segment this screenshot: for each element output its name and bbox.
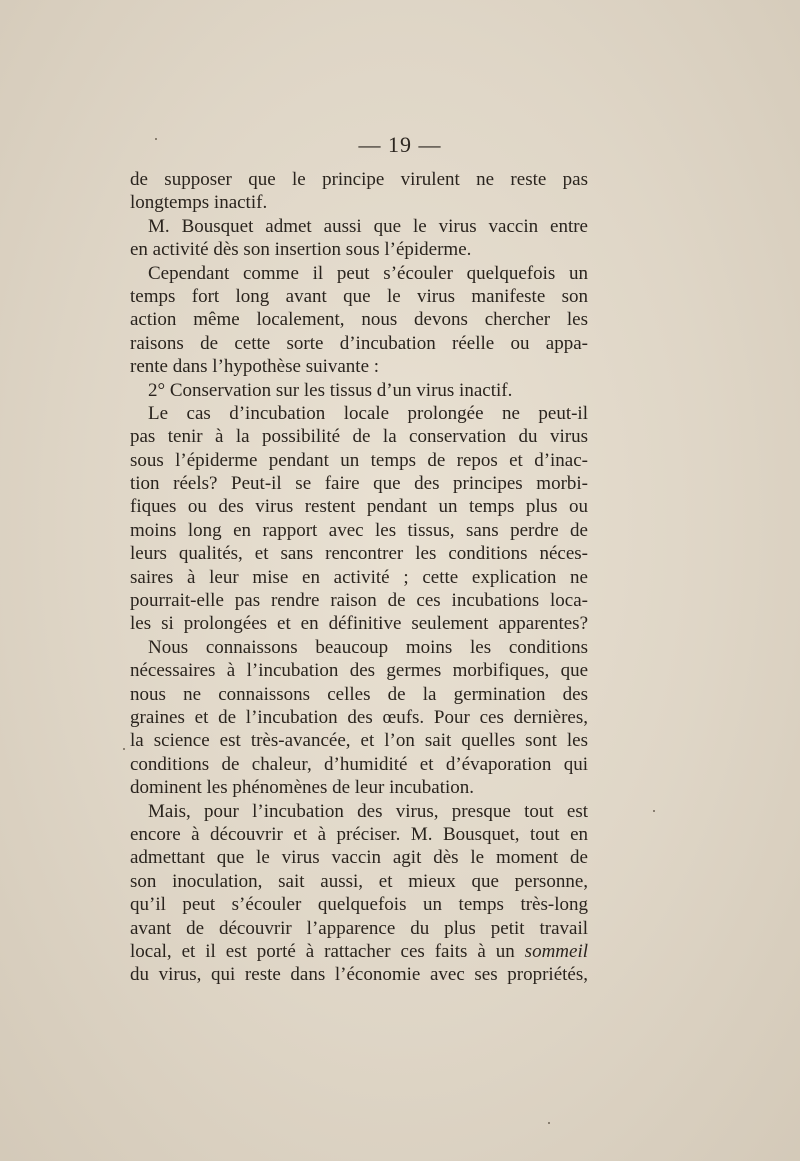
text-line-content: raisons de cette sorte d’incubation réelle ou appa- xyxy=(130,332,588,354)
paper-speck xyxy=(123,748,125,750)
page-number: — 19 — xyxy=(358,132,442,157)
text-line xyxy=(130,636,588,659)
text-line xyxy=(130,566,588,589)
text-line-content: son inoculation, sait aussi, et mieux que personne, xyxy=(130,870,588,892)
text-line-content: sous l’épiderme pendant un temps de repos et d’inac- xyxy=(130,449,588,471)
text-line-content: leurs qualités, et sans rencontrer les conditions néces- xyxy=(130,543,588,565)
text-line-content: Mais, pour l’incubation des virus, presque tout est xyxy=(148,800,588,822)
text-line xyxy=(130,332,588,355)
text-line-content: longtemps inactif. xyxy=(130,192,268,214)
text-line-content: qu’il peut s’écouler quelquefois un temps très-long xyxy=(130,894,588,916)
text-line-content: admettant que le virus vaccin agit dès le moment de xyxy=(130,847,588,869)
italic-word: sommeil xyxy=(524,940,588,962)
text-line-content: pourrait-elle pas rendre raison de ces incubations loca- xyxy=(130,590,588,612)
text-line xyxy=(130,753,588,776)
text-line xyxy=(130,776,588,799)
text-line-content: encore à découvrir et à préciser. M. Bousquet, tout en xyxy=(130,823,588,845)
body-text xyxy=(130,168,588,987)
text-line-content: tion réels? Peut-il se faire que des principes morbi- xyxy=(130,473,588,495)
text-line xyxy=(130,893,588,916)
text-line xyxy=(130,379,588,402)
text-line xyxy=(130,542,588,565)
text-line-content: nous ne connaissons celles de la germination des xyxy=(130,683,588,705)
text-line-content: conditions de chaleur, d’humidité et d’évaporation qui xyxy=(130,753,588,775)
text-line xyxy=(130,168,588,191)
text-line-content: pas tenir à la possibilité de la conservation du virus xyxy=(130,426,588,448)
text-line xyxy=(130,589,588,612)
paper-speck xyxy=(155,138,157,140)
text-line-content: Cependant comme il peut s’écouler quelquefois un xyxy=(148,262,588,284)
text-line-content: local, et il est porté à rattacher ces faits à un xyxy=(130,940,525,962)
text-line-content: 2° Conservation sur les tissus d’un virus inactif. xyxy=(148,379,513,401)
text-line xyxy=(130,683,588,706)
text-line-content: en activité dès son insertion sous l’épiderme. xyxy=(130,239,472,261)
text-line xyxy=(130,425,588,448)
text-line-content: les si prolongées et en définitive seulement apparentes? xyxy=(130,613,588,635)
text-line xyxy=(130,870,588,893)
text-line xyxy=(130,659,588,682)
text-line-content: action même localement, nous devons chercher les xyxy=(130,309,588,331)
text-line xyxy=(130,238,588,261)
text-line-content: Le cas d’incubation locale prolongée ne peut-il xyxy=(148,402,588,424)
text-line xyxy=(130,846,588,869)
text-line xyxy=(130,472,588,495)
text-line-content: saires à leur mise en activité ; cette explication ne xyxy=(130,566,588,588)
text-line-content: M. Bousquet admet aussi que le virus vaccin entre xyxy=(148,215,588,237)
text-line-content: la science est très-avancée, et l’on sait quelles sont les xyxy=(130,730,588,752)
text-line xyxy=(130,285,588,308)
text-line xyxy=(130,823,588,846)
text-line xyxy=(130,495,588,518)
text-line xyxy=(130,449,588,472)
paper-speck xyxy=(653,810,655,812)
text-line-content: Nous connaissons beaucoup moins les conditions xyxy=(148,636,588,658)
text-line-content: rente dans l’hypothèse suivante : xyxy=(130,356,380,378)
text-line-content: du virus, qui reste dans l’économie avec ses propriétés, xyxy=(130,964,588,986)
text-line xyxy=(130,612,588,635)
text-line-content: moins long en rapport avec les tissus, sans perdre de xyxy=(130,519,588,541)
paper-speck xyxy=(548,1122,550,1124)
text-line xyxy=(130,402,588,425)
text-line xyxy=(130,191,588,214)
text-line xyxy=(130,308,588,331)
text-line-content: dominent les phénomènes de leur incubation. xyxy=(130,777,475,799)
text-line xyxy=(130,917,588,940)
text-line xyxy=(130,215,588,238)
text-line-content: graines et de l’incubation des œufs. Pour ces dernières, xyxy=(130,706,588,728)
text-line-content: avant de découvrir l’apparence du plus petit travail xyxy=(130,917,588,939)
text-line xyxy=(130,800,588,823)
text-line xyxy=(130,262,588,285)
text-line-content: de supposer que le principe virulent ne reste pas xyxy=(130,169,588,190)
text-line xyxy=(130,706,588,729)
text-line xyxy=(130,940,588,963)
text-line-content: temps fort long avant que le virus manifeste son xyxy=(130,285,588,307)
text-line xyxy=(130,355,588,378)
text-line xyxy=(130,519,588,542)
text-line xyxy=(130,963,588,986)
text-line-content: nécessaires à l’incubation des germes morbifiques, que xyxy=(130,660,588,682)
text-line xyxy=(130,729,588,752)
text-line-content: fiques ou des virus restent pendant un temps plus ou xyxy=(130,496,588,518)
